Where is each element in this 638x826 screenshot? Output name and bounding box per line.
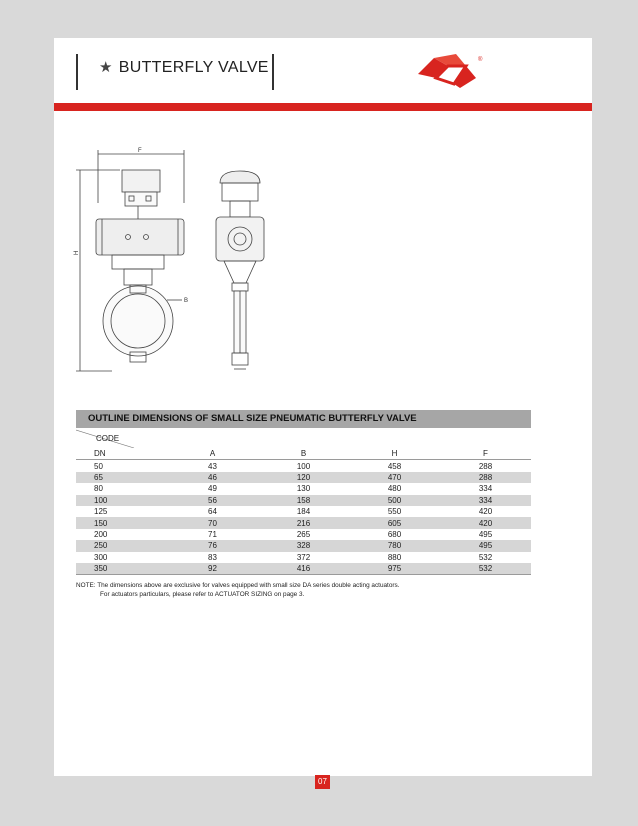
table-row	[76, 472, 531, 483]
code-header	[76, 428, 531, 448]
table-row	[76, 495, 531, 506]
cell-dn: 100	[76, 495, 167, 506]
column-header-h: H	[349, 448, 440, 460]
cell-h: 480	[387, 484, 402, 494]
cell-f: 532	[478, 552, 493, 562]
cell-b: 265	[296, 529, 311, 539]
cell-f: 495	[440, 540, 531, 551]
cell-a: 83	[208, 552, 217, 562]
dimensions-table-section	[76, 410, 531, 575]
cell-dn: 350	[76, 563, 167, 575]
cell-f: 532	[440, 563, 531, 575]
cell-h: 605	[349, 517, 440, 528]
cell-f: 288	[478, 461, 493, 471]
cell-a: 70	[167, 517, 258, 528]
cell-dn: 200	[94, 529, 108, 539]
table-row	[76, 506, 531, 517]
cell-h: 458	[387, 461, 402, 471]
cell-f: 420	[440, 517, 531, 528]
cell-h: 550	[387, 507, 402, 517]
cell-f: 334	[440, 495, 531, 506]
company-logo	[414, 52, 488, 90]
cell-dn: 125	[94, 507, 108, 517]
cell-h: 500	[349, 495, 440, 506]
table-title: OUTLINE DIMENSIONS OF SMALL SIZE PNEUMATIC BUTTERFLY VALVE	[76, 410, 531, 428]
column-header-f: F	[440, 448, 531, 460]
cell-a: 71	[208, 529, 217, 539]
cell-f: 334	[478, 484, 493, 494]
cell-f: 420	[478, 507, 493, 517]
cell-a: 46	[167, 472, 258, 483]
cell-dn: 300	[94, 552, 108, 562]
registered-mark: ®	[478, 57, 483, 63]
dimension-label-b: B	[184, 298, 189, 304]
column-header-a: A	[167, 448, 258, 460]
cell-h: 680	[387, 529, 402, 539]
cell-b: 216	[258, 517, 349, 528]
table-row	[76, 529, 531, 540]
table-note	[76, 582, 399, 599]
cell-a: 56	[167, 495, 258, 506]
cell-b: 130	[296, 484, 311, 494]
cell-dn: 80	[94, 484, 103, 494]
cell-a: 49	[208, 484, 217, 494]
cell-a: 64	[208, 507, 217, 517]
cell-h: 975	[349, 563, 440, 575]
cell-b: 184	[296, 507, 311, 517]
table-row	[76, 552, 531, 563]
dimensions-table	[76, 448, 531, 575]
cell-b: 328	[258, 540, 349, 551]
table-row	[76, 563, 531, 575]
dimension-label-h: H	[74, 250, 80, 255]
star-icon: ★	[99, 59, 113, 76]
header-red-rule	[54, 103, 592, 111]
page-title	[99, 58, 269, 77]
table-row	[76, 540, 531, 551]
cell-h: 780	[349, 540, 440, 551]
cell-f: 495	[478, 529, 493, 539]
cell-dn: 50	[94, 461, 103, 471]
cell-dn: 150	[76, 517, 167, 528]
cell-b: 372	[296, 552, 311, 562]
cell-b: 100	[296, 461, 311, 471]
catalog-page	[54, 38, 592, 786]
cell-a: 43	[208, 461, 217, 471]
table-row	[76, 517, 531, 528]
page-title-text: BUTTERFLY VALVE	[118, 59, 269, 76]
cell-h: 880	[387, 552, 402, 562]
valve-outline-drawing	[72, 143, 282, 388]
cell-a: 76	[167, 540, 258, 551]
table-row	[76, 483, 531, 494]
page-number: 07	[315, 775, 330, 789]
header-divider-left	[76, 54, 78, 90]
cell-f: 288	[440, 472, 531, 483]
cell-b: 416	[258, 563, 349, 575]
cell-b: 120	[258, 472, 349, 483]
table-header-row	[76, 448, 531, 460]
cell-b: 158	[258, 495, 349, 506]
page-header	[54, 38, 592, 103]
column-header-dn: DN	[76, 448, 167, 460]
header-divider-right	[272, 54, 274, 90]
code-label: CODE	[96, 434, 120, 443]
table-row	[76, 460, 531, 472]
cell-dn: 65	[76, 472, 167, 483]
cell-h: 470	[349, 472, 440, 483]
note-line-1: NOTE: The dimensions above are exclusive for valves equipped with small size DA series double acting actuators.	[76, 582, 400, 589]
cell-a: 92	[167, 563, 258, 575]
note-line-2: For actuators particulars, please refer to ACTUATOR SIZING on page 3.	[100, 590, 305, 598]
dimension-label-f: F	[138, 148, 142, 154]
column-header-b: B	[258, 448, 349, 460]
cell-dn: 250	[76, 540, 167, 551]
